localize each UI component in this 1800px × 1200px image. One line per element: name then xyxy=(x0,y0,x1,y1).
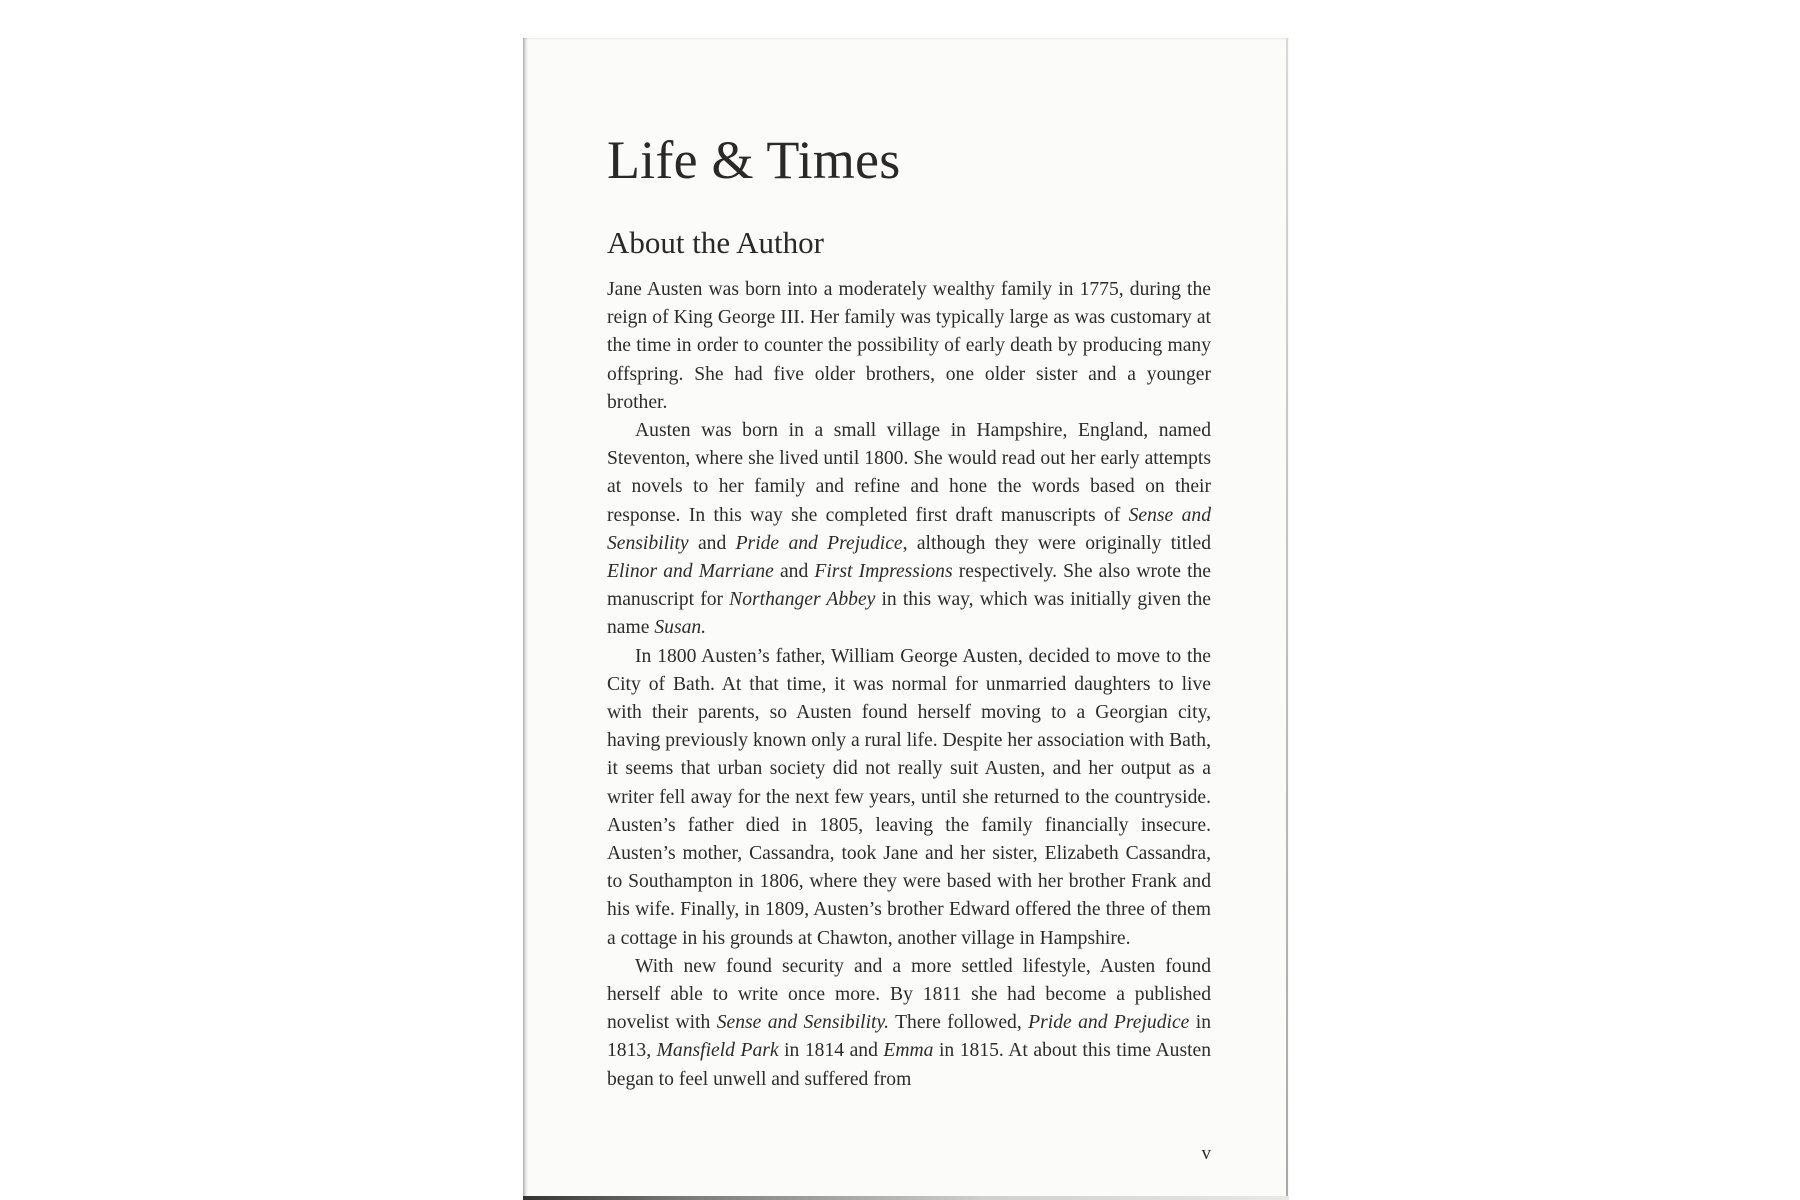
page-content xyxy=(607,118,1211,1094)
text-run: in 1813, xyxy=(607,1012,1212,1062)
text-run: in 1814 and xyxy=(778,1040,884,1062)
italic-title: Northanger Abbey xyxy=(729,589,876,611)
page-title: Life & Times xyxy=(607,130,901,190)
text-run: respectively. She also wrote the manuscript for xyxy=(607,561,1212,611)
paragraph-4 xyxy=(607,953,1211,1094)
text-run: in this way, which was initially given the name xyxy=(607,589,1211,639)
page-edge-bottom xyxy=(523,1196,1289,1200)
italic-title: Mansfield Park xyxy=(656,1040,779,1062)
text-run: Austen was born in a small village in Hampshire, England, named Steventon, where she lived until 1800. She would read out her early attempts at novels to her family and refine and hone the words based on their response. In this way she completed first draft manuscripts of xyxy=(607,420,1211,526)
text-run: and xyxy=(773,561,815,583)
italic-title: Emma xyxy=(883,1040,934,1062)
paragraph-3 xyxy=(607,643,1211,953)
section-heading: About the Author xyxy=(607,225,824,260)
text-run: With new found security and a more settled lifestyle, Austen found herself able to write once more. By 1811 she had become a published novelist with xyxy=(607,955,1211,1034)
italic-title: Pride and Prejudice xyxy=(1028,1012,1190,1034)
text-run: and xyxy=(688,532,736,554)
page-number: v xyxy=(1201,1143,1211,1164)
text-run: in 1815. At about this time Austen began to feel unwell and suffered from xyxy=(607,1040,1212,1090)
text-run: There followed, xyxy=(889,1012,1029,1034)
italic-title: Sense and Sensibility. xyxy=(716,1012,890,1034)
italic-title: Susan. xyxy=(654,617,707,639)
italic-title: Elinor and Marriane xyxy=(607,561,774,583)
paragraph-1-text: Jane Austen was born into a moderately wealthy family in 1775, during the reign of King George III. Her family was typically large as was customary at the time in order to counter the possibility of early death by producing many offspring. She had five older brothers, one older sister and a younger brother. xyxy=(607,279,1211,413)
italic-title: First Impressions xyxy=(814,561,953,583)
text-run: , although they were originally titled xyxy=(902,532,1212,554)
italic-title: Sense and Sensibility xyxy=(607,504,1211,554)
body-text xyxy=(607,276,1211,1094)
italic-title: Pride and Prejudice xyxy=(735,532,903,554)
paragraph-3-text: In 1800 Austen’s father, William George Austen, decided to move to the City of Bath. At that time, it was normal for unmarried daughters to live with their parents, so Austen found herself moving to a Georgian city, having previously known only a rural life. Despite her association with Bath, it seems that urban society did not really suit Austen, and her output as a writer fell away for the next few years, until she returned to the countryside. Austen’s father died in 1805, leaving the family financially insecure. Austen’s mother, Cassandra, took Jane and her sister, Elizabeth Cassandra, to Southampton in 1806, where they were based with her brother Frank and his wife. Finally, in 1809, Austen’s brother Edward offered the three of them a cottage in his grounds at Chawton, another village in Hampshire. xyxy=(607,645,1211,949)
paragraph-1 xyxy=(607,276,1211,417)
paragraph-2 xyxy=(607,417,1211,643)
page-edge-right xyxy=(1286,38,1288,1200)
